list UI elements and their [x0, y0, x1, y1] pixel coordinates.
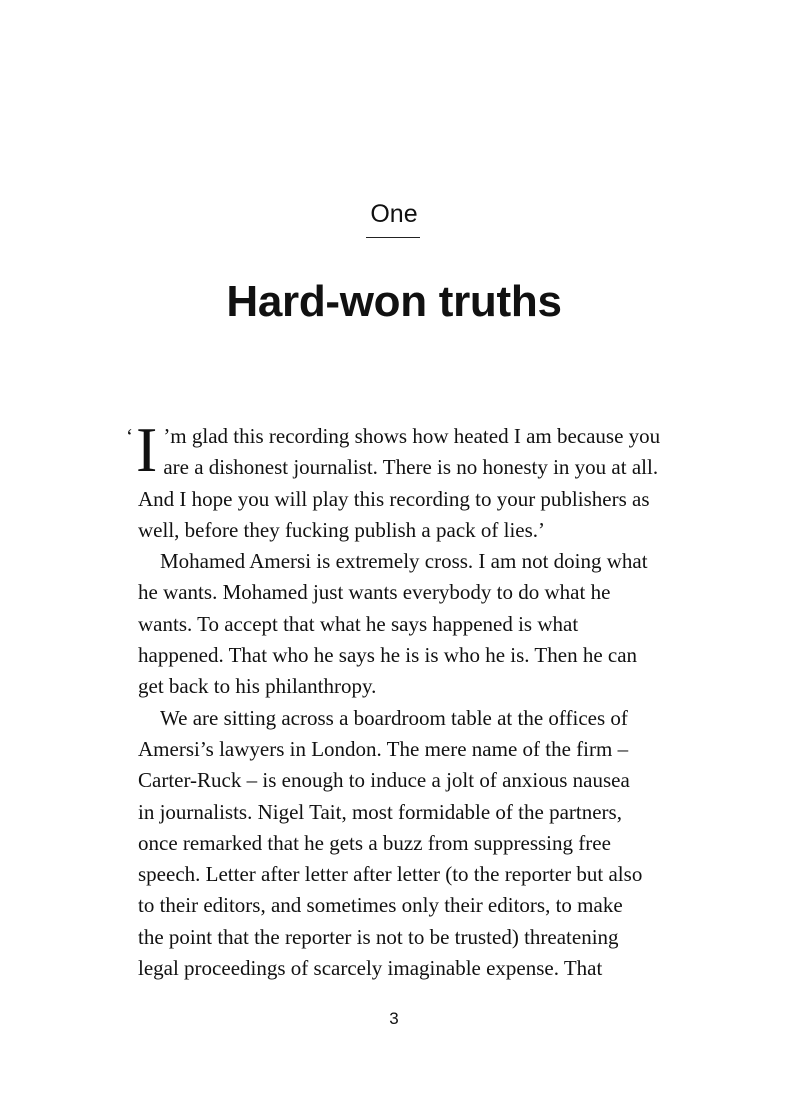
text-line: he wants. Mohamed just wants everybody to do what he: [138, 580, 611, 605]
drop-cap: I: [136, 414, 158, 485]
text-line: in journalists. Nigel Tait, most formidable of the partners,: [138, 799, 622, 824]
text-line: And I hope you will play this recording to your publishers as: [138, 486, 650, 511]
text-line: once remarked that he gets a buzz from suppressing free: [138, 830, 611, 855]
paragraph-1: [126, 414, 661, 546]
page-number: 3: [389, 1009, 399, 1028]
text-line: well, before they fucking publish a pack of lies.’: [138, 517, 546, 542]
text-line: get back to his philanthropy.: [138, 674, 377, 699]
text-line: Mohamed Amersi is extremely cross. I am not doing what: [160, 549, 648, 574]
text-line: to their editors, and sometimes only their editors, to make: [138, 893, 623, 918]
text-line: are a dishonest journalist. There is no honesty in you at all.: [163, 455, 659, 480]
chapter-rule: [366, 237, 420, 238]
paragraph-2: [138, 546, 658, 702]
opening-quote: ‘: [126, 424, 133, 448]
body-text: [126, 414, 661, 984]
text-line: Carter-Ruck – is enough to induce a jolt of anxious nausea: [138, 768, 630, 793]
text-line: wants. To accept that what he says happened is what: [138, 611, 579, 636]
chapter-title: Hard-won truths: [226, 277, 562, 326]
text-line: speech. Letter after letter after letter (to the reporter but also: [138, 862, 643, 887]
text-line: happened. That who he says he is is who he is. Then he can: [138, 643, 638, 668]
text-line: Amersi’s lawyers in London. The mere name of the firm –: [138, 736, 629, 761]
text-line: legal proceedings of scarcely imaginable expense. That: [138, 956, 603, 981]
text-line: We are sitting across a boardroom table at the offices of: [160, 705, 628, 730]
chapter-number: One: [370, 200, 418, 228]
paragraph-3: [138, 703, 658, 985]
text-line: the point that the reporter is not to be trusted) threatening: [138, 924, 619, 949]
text-line: ’m glad this recording shows how heated I am because you: [163, 424, 661, 448]
